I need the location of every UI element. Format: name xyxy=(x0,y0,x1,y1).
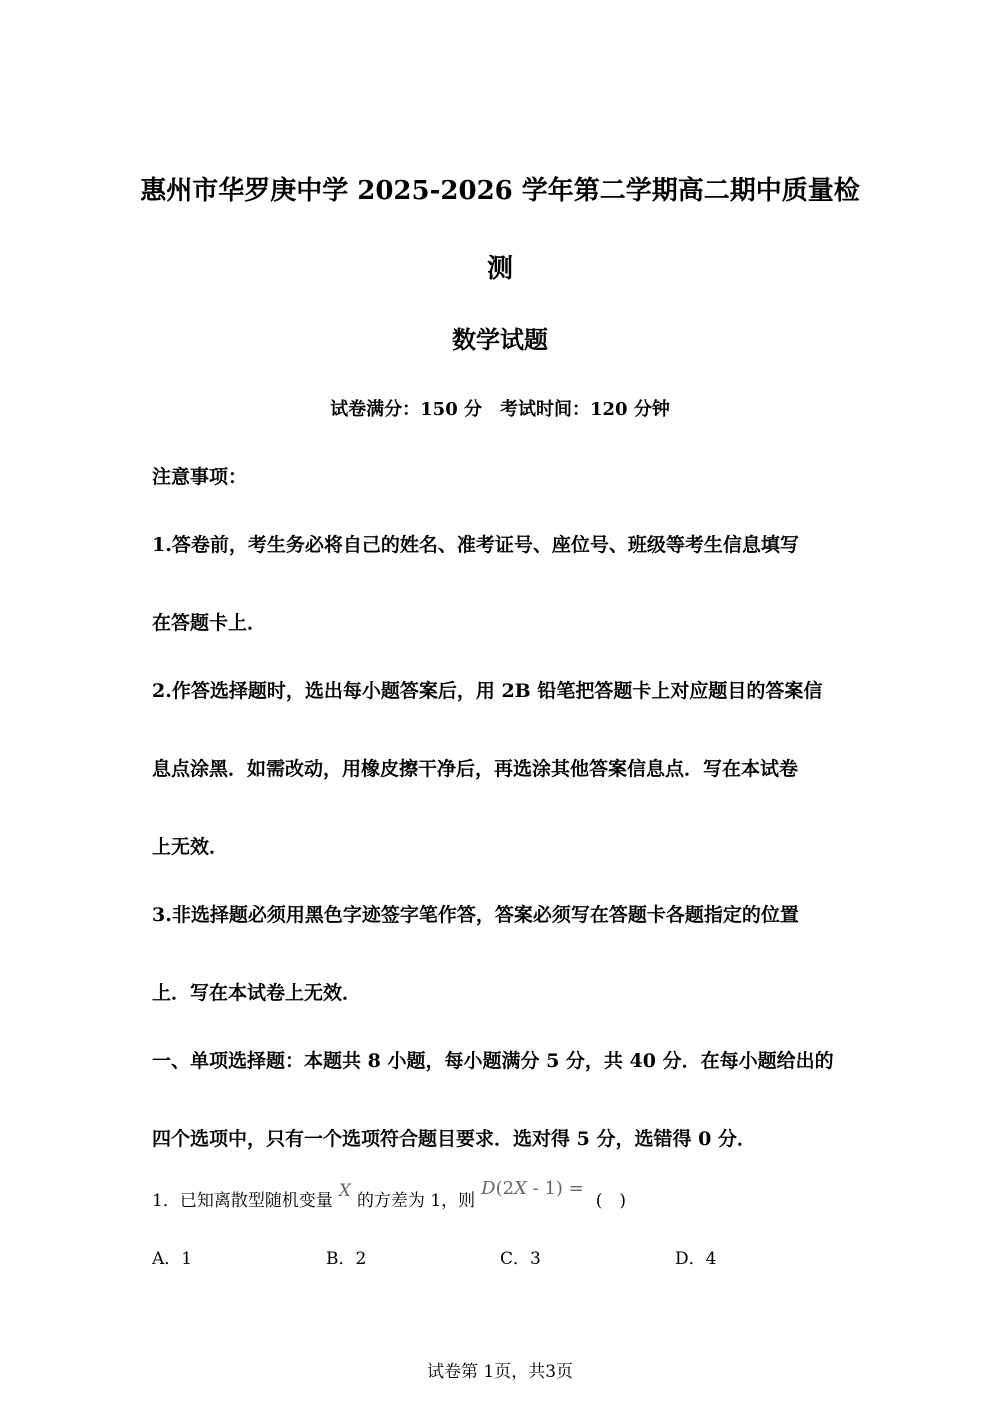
expr-open: (2 xyxy=(495,1178,515,1199)
option-b: B．2 xyxy=(326,1249,367,1269)
option-d: D．4 xyxy=(675,1249,717,1269)
question-1-variable: X xyxy=(338,1181,351,1201)
expr-x: X xyxy=(514,1178,527,1199)
answer-blank: ( ) xyxy=(595,1191,626,1211)
subject-title: 数学试题 xyxy=(452,325,548,354)
question-1-middle: 的方差为 1，则 xyxy=(356,1191,476,1211)
question-1 xyxy=(152,1178,626,1211)
section-1-heading-line-2: 四个选项中，只有一个选项符合题目要求．选对得 5 分，选错得 0 分． xyxy=(152,1128,756,1150)
page-footer: 试卷第 1页，共3页 xyxy=(426,1362,574,1382)
exam-title-line-2: 测 xyxy=(486,254,513,284)
notice-3-line-2: 上．写在本试卷上无效． xyxy=(152,982,362,1004)
expr-d: D xyxy=(481,1178,496,1199)
exam-info: 试卷满分：150 分 考试时间：120 分钟 xyxy=(330,399,670,420)
option-a: A．1 xyxy=(152,1249,193,1269)
exam-title-line-1: 惠州市华罗庚中学 2025-2026 学年第二学期高二期中质量检 xyxy=(140,176,860,206)
option-c: C．3 xyxy=(500,1249,541,1269)
question-1-expression xyxy=(481,1178,584,1199)
notice-2-line-3: 上无效． xyxy=(152,836,229,858)
expr-close: - 1) = xyxy=(526,1178,584,1199)
section-1-heading-line-1: 一、单项选择题：本题共 8 小题，每小题满分 5 分，共 40 分．在每小题给出的 xyxy=(152,1050,834,1072)
notice-heading: 注意事项： xyxy=(152,466,248,488)
question-1-prefix: 1．已知离散型随机变量 xyxy=(152,1191,333,1211)
notice-2-line-1: 2.作答选择题时，选出每小题答案后，用 2B 铅笔把答题卡上对应题目的答案信 xyxy=(152,680,823,702)
notice-1-line-2: 在答题卡上． xyxy=(152,612,267,634)
notice-3-line-1: 3.非选择题必须用黑色字迹签字笔作答，答案必须写在答题卡各题指定的位置 xyxy=(152,904,799,926)
notice-2-line-2: 息点涂黑．如需改动，用橡皮擦干净后，再选涂其他答案信息点．写在本试卷 xyxy=(152,758,799,780)
notice-1-line-1: 1.答卷前，考生务必将自己的姓名、准考证号、座位号、班级等考生信息填写 xyxy=(152,534,799,556)
